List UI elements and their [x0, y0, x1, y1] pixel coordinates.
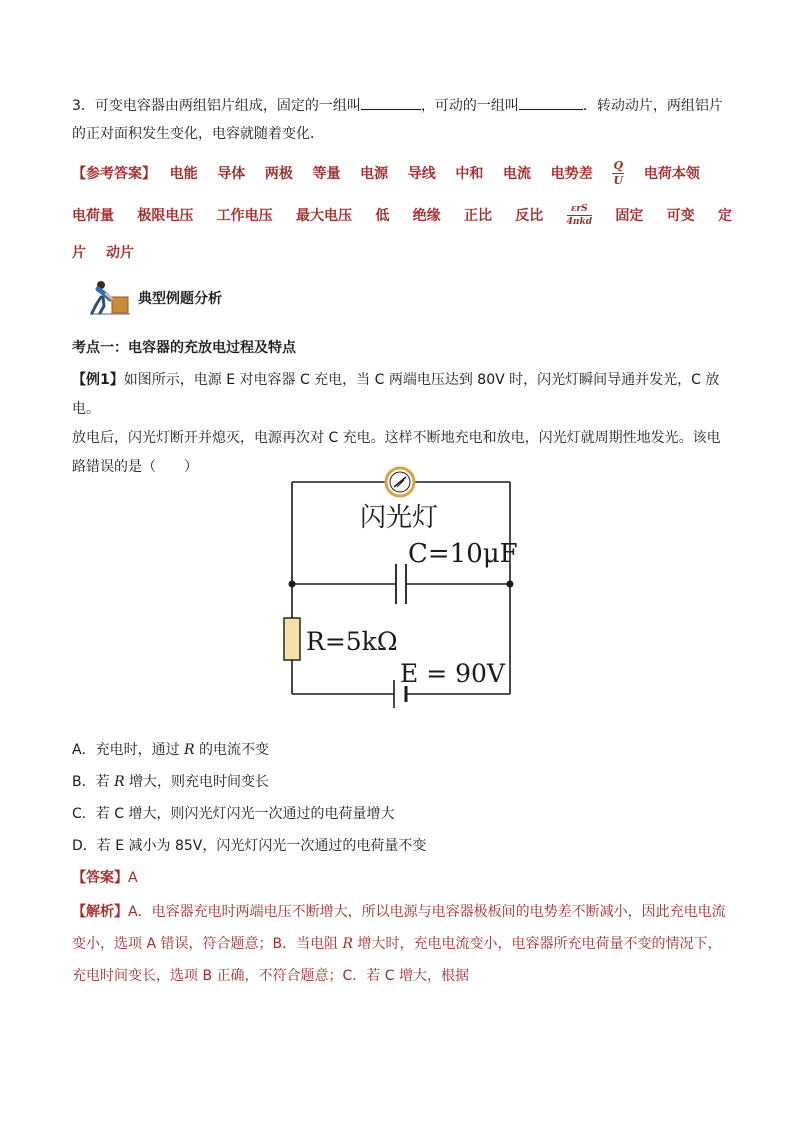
option-a-text: A．充电时，通过 — [72, 742, 185, 758]
ref-answer-item: 工作电压 — [216, 208, 273, 224]
option-c[interactable]: C．若 C 增大，则闪光灯闪光一次通过的电荷量增大 — [72, 806, 395, 822]
q3-text-1: 3．可变电容器由两组铝片组成，固定的一组叫 — [72, 98, 361, 114]
ref-answer-item: 中和 — [455, 166, 484, 182]
fraction-q-over-u — [612, 160, 624, 187]
option-a-var: R — [184, 742, 195, 758]
pushing-box-icon — [90, 279, 130, 317]
capacitor-label: C=10μF — [408, 539, 518, 569]
ref-answer-item: 正比 — [463, 208, 492, 224]
answer-line — [72, 868, 138, 888]
fraction-numerator: Q — [613, 158, 624, 172]
q3-text-4: 的正对面积发生变化，电容就随着变化． — [72, 126, 324, 142]
example-text-2: 放电后，闪光灯断开并熄灭，电源再次对 C 充电。这样不断地充电和放电，闪光灯就周期性地发光。该电 — [72, 430, 721, 446]
resistor-label: R=5kΩ — [306, 627, 398, 656]
ref-answer-item: 极限电压 — [137, 208, 194, 224]
question-3 — [72, 92, 724, 148]
ref-answer-item: 电能 — [169, 166, 198, 182]
analysis-line-3: 充电时间变长，选项 B 正确，不符合题意；C．若 C 增大，根据 — [72, 968, 469, 984]
flash-lamp-symbol — [386, 468, 414, 496]
section-header — [90, 278, 222, 318]
fraction-denominator: U — [613, 173, 624, 187]
ref-answer-row-1 — [72, 156, 732, 190]
ref-answer-label: 【参考答案】 — [72, 166, 156, 182]
analysis — [72, 896, 732, 992]
ref-answer-item: 两极 — [264, 166, 293, 182]
option-b-text-2: 增大，则充电时间变长 — [124, 774, 270, 790]
option-a[interactable] — [72, 740, 269, 760]
option-b[interactable] — [72, 772, 269, 792]
ref-answer-item: 定 — [718, 208, 732, 224]
section-title: 典型例题分析 — [138, 291, 222, 307]
ref-answer-item: 导线 — [407, 166, 436, 182]
ref-answer-item: 固定 — [615, 208, 644, 224]
ref-answer-item: 电势差 — [550, 166, 593, 182]
fraction-numerator: εrS — [570, 203, 588, 214]
option-a-text-2: 的电流不变 — [194, 742, 270, 758]
answer-label: 【答案】 — [72, 870, 128, 886]
option-b-text: B．若 — [72, 774, 115, 790]
circuit-diagram — [270, 460, 530, 720]
ref-answer-row-3 — [72, 240, 732, 264]
ref-answer-item: 反比 — [515, 208, 544, 224]
q3-text-2: ，可动的一组叫 — [420, 98, 519, 114]
analysis-line-2: 变小，选项 A 错误，符合题意；B．当电阻 — [72, 936, 343, 952]
junction-dot — [507, 581, 514, 588]
blank-1[interactable] — [361, 93, 421, 110]
analysis-var: R — [342, 936, 354, 952]
ref-answer-row-2 — [72, 198, 732, 232]
resistor-symbol — [284, 618, 300, 660]
analysis-label: 【解析】 — [72, 904, 128, 920]
ref-answer-item: 最大电压 — [295, 208, 352, 224]
junction-dot — [289, 581, 296, 588]
fraction-denominator: 4πkd — [566, 216, 593, 227]
answer-value: A — [128, 870, 138, 886]
topic-heading: 考点一：电容器的充放电过程及特点 — [72, 340, 296, 356]
ref-answer-item: 电源 — [360, 166, 389, 182]
capacitor-symbol — [396, 564, 406, 604]
ref-answer-item: 低 — [375, 208, 390, 224]
ref-answer-item: 动片 — [106, 245, 134, 261]
option-d[interactable]: D．若 E 减小为 85V，闪光灯闪光一次通过的电荷量不变 — [72, 838, 427, 854]
ref-answer-item: 绝缘 — [412, 208, 441, 224]
ref-answer-item: 导体 — [217, 166, 246, 182]
fraction-bar — [567, 215, 592, 216]
analysis-line-1: A．电容器充电时两端电压不断增大，所以电源与电容器极板间的电势差不断减小，因此充电电流 — [128, 904, 726, 920]
ref-answer-item: 电荷本领 — [643, 166, 700, 182]
q3-text-3: ．转动动片，两组铝片 — [582, 98, 723, 114]
lamp-label: 闪光灯 — [360, 503, 439, 533]
ref-answer-item: 电流 — [503, 166, 531, 182]
example-text-1: 如图所示，电源 E 对电容器 C 充电，当 C 两端电压达到 80V 时，闪光灯瞬间导通并发光，C 放电。 — [72, 372, 720, 417]
ref-answer-item: 可变 — [666, 208, 695, 224]
example-text-3: 路错误的是（ ） — [72, 459, 198, 475]
emf-label: E = 90V — [400, 659, 505, 688]
analysis-line-2b: 增大时，充电电流变小，电容器所充电荷量不变的情况下， — [353, 936, 722, 952]
example-tag: 【例1】 — [72, 372, 124, 388]
ref-answer-item: 等量 — [312, 166, 341, 182]
blank-2[interactable] — [519, 93, 583, 110]
ref-answer-item: 片 — [72, 245, 86, 261]
ref-answer-item: 电荷量 — [72, 208, 114, 224]
fraction-capacitance — [567, 204, 592, 227]
option-b-var: R — [114, 774, 125, 790]
